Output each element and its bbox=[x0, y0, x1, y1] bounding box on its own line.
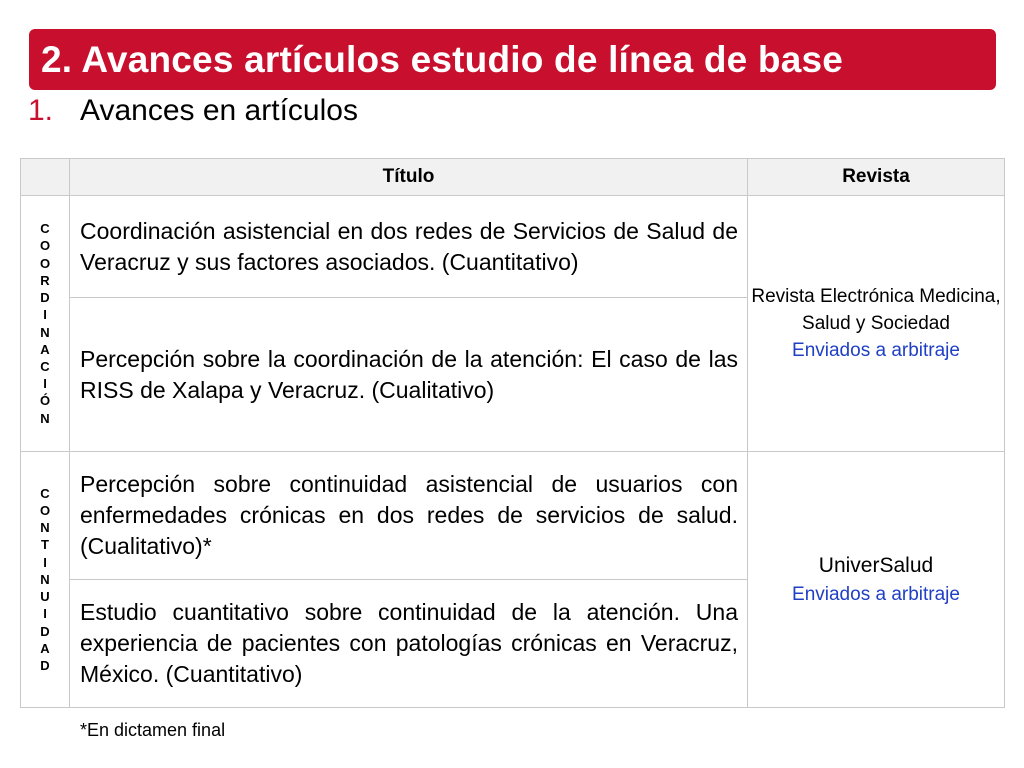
side-letter: N bbox=[40, 520, 50, 536]
revista-status: Enviados a arbitraje bbox=[792, 584, 960, 605]
side-letter: C bbox=[40, 485, 50, 501]
side-letter: D bbox=[40, 290, 50, 306]
side-letter: D bbox=[40, 623, 50, 639]
side-letter: A bbox=[40, 640, 50, 656]
footnote: *En dictamen final bbox=[80, 720, 226, 740]
revista-name: UniverSalud bbox=[818, 554, 934, 577]
title-banner bbox=[29, 29, 996, 90]
side-letter: A bbox=[40, 341, 50, 357]
side-letter: O bbox=[39, 238, 51, 254]
revista-cell bbox=[748, 196, 1005, 452]
titulo-cell: Estudio cuantitativo sobre continuidad de la atención. Una experiencia de pacientes con patologías crónicas en Veracruz, México. (Cuantitativo) bbox=[70, 580, 748, 708]
subtitle-text: Avances en artículos bbox=[80, 94, 358, 127]
titulo-cell: Percepción sobre continuidad asistencial de usuarios con enfermedades crónicas en dos redes de servicios de salud. (Cualitativo)* bbox=[70, 452, 748, 580]
side-label-continuidad bbox=[21, 452, 70, 708]
revista-status: Enviados a arbitraje bbox=[792, 340, 960, 361]
side-letter: O bbox=[39, 503, 51, 519]
side-letter: D bbox=[40, 657, 50, 673]
header-titulo: Título bbox=[70, 159, 748, 196]
header-side bbox=[21, 159, 70, 196]
side-letter: I bbox=[43, 376, 47, 392]
side-label-coordinacion bbox=[21, 196, 70, 452]
side-letter: N bbox=[40, 324, 50, 340]
side-letter: O bbox=[39, 255, 51, 271]
side-letter: I bbox=[43, 606, 47, 622]
side-letter: I bbox=[43, 307, 47, 323]
revista-cell bbox=[748, 452, 1005, 708]
side-letter: N bbox=[40, 410, 50, 426]
side-letter: C bbox=[40, 221, 50, 237]
side-letter: N bbox=[40, 571, 50, 587]
side-letter: I bbox=[43, 554, 47, 570]
side-letter: R bbox=[40, 272, 50, 288]
side-letter: C bbox=[40, 358, 50, 374]
titulo-cell: Coordinación asistencial en dos redes de Servicios de Salud de Veracruz y sus factores asociados. (Cuantitativo) bbox=[70, 196, 748, 298]
titulo-cell: Percepción sobre la coordinación de la atención: El caso de las RISS de Xalapa y Veracruz. (Cualitativo) bbox=[70, 298, 748, 452]
table-header-row bbox=[21, 159, 1005, 196]
table-row bbox=[21, 452, 1005, 580]
articles-table bbox=[20, 158, 1005, 708]
side-letter: U bbox=[40, 589, 50, 605]
side-letter: T bbox=[41, 537, 49, 553]
side-letter: Ó bbox=[39, 393, 51, 409]
table-row bbox=[21, 196, 1005, 298]
header-revista: Revista bbox=[748, 159, 1005, 196]
slide-title: 2. Avances artículos estudio de línea de base bbox=[41, 38, 844, 80]
subtitle-number: 1. bbox=[28, 94, 54, 127]
revista-name: Revista Electrónica Medicina, Salud y Sociedad bbox=[751, 286, 1001, 334]
subtitle bbox=[28, 94, 358, 128]
